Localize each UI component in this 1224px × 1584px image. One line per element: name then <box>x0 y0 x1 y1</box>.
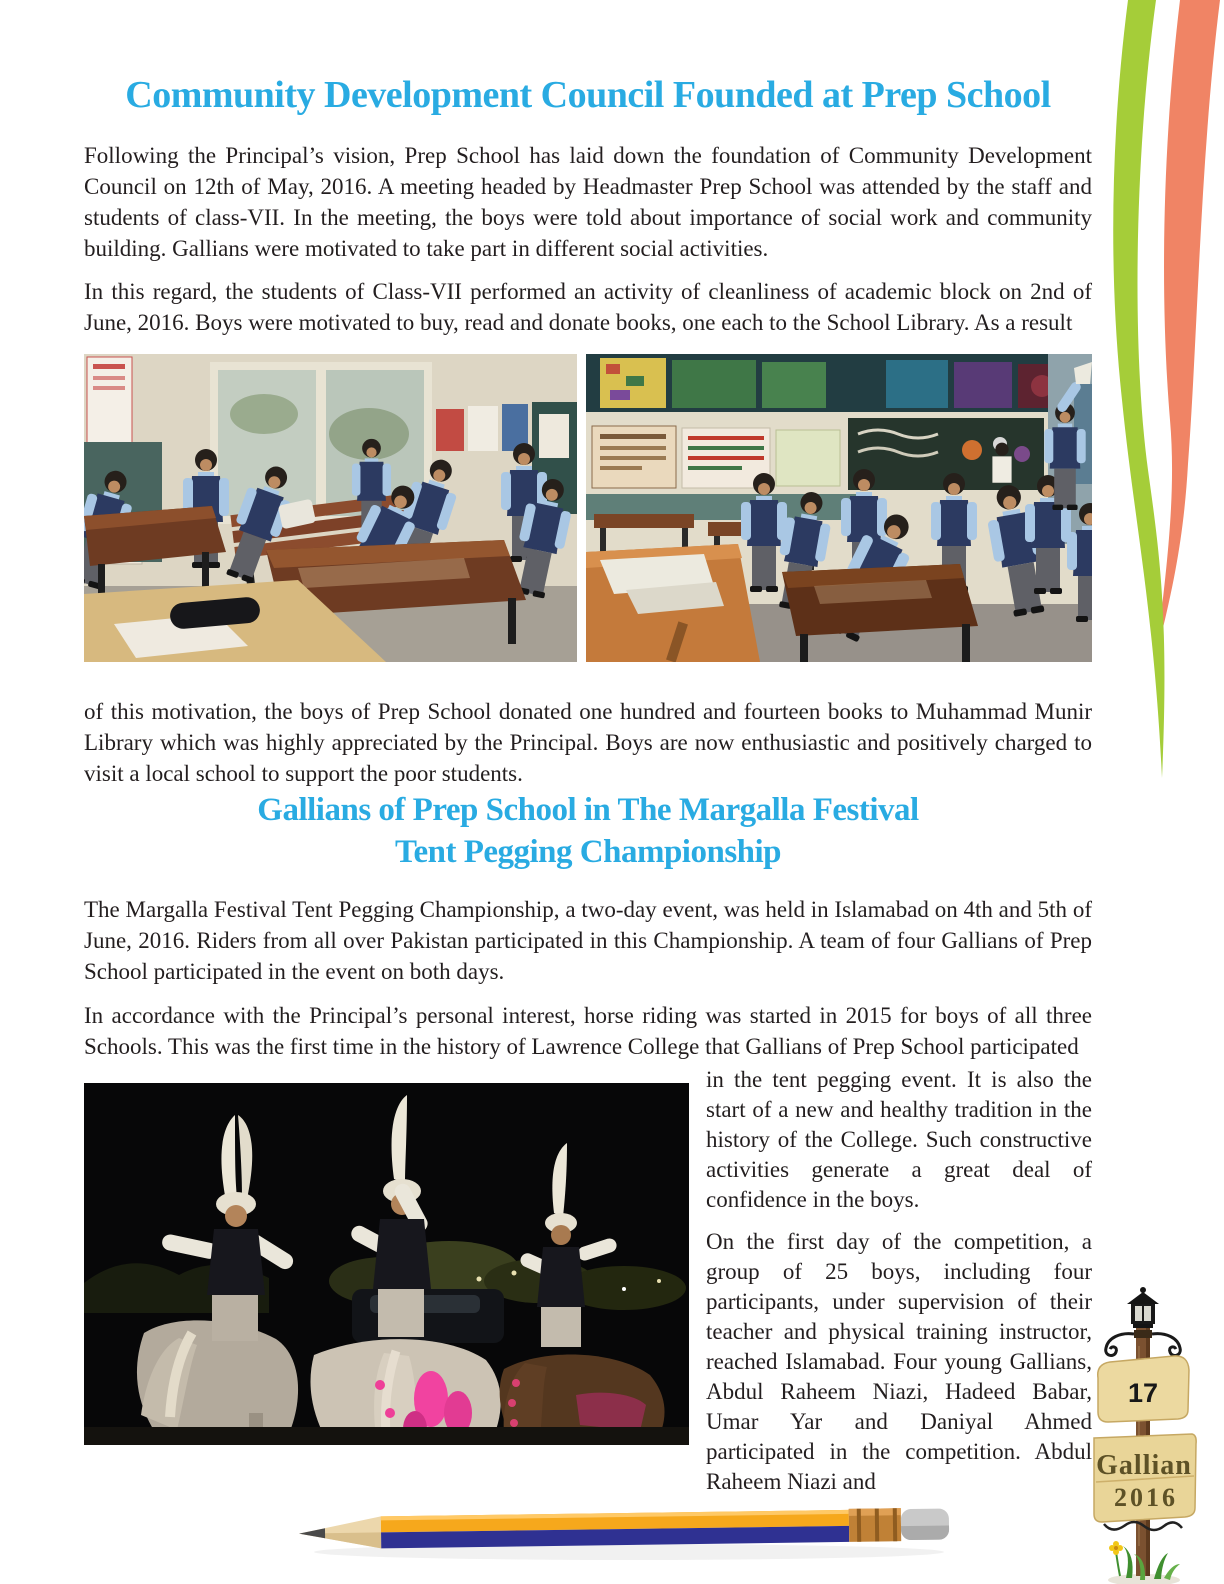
tent-pegging-section <box>84 1065 1092 1497</box>
pencil-graphite <box>299 1528 325 1538</box>
classroom-photo-left <box>84 354 577 662</box>
classroom-photos-row <box>84 354 1092 662</box>
classroom-photo-right <box>586 354 1092 662</box>
parked-car <box>352 1289 504 1343</box>
page-number: 17 <box>1127 1378 1159 1408</box>
page-number-sign <box>1098 1356 1189 1422</box>
article2-title-line2: Tent Pegging Championship <box>394 834 782 870</box>
article2-paragraph-1: The Margalla Festival Tent Pegging Championship, a two-day event, was held in Islamabad on 4th and 5th of June, 2016. Riders from all over Pakistan participated in this Championship. A team of four Gallians of Prep School participated in the event on both days. <box>84 897 1092 984</box>
magazine-sign <box>1094 1434 1196 1530</box>
swoosh-green <box>1113 0 1164 778</box>
ground <box>84 1427 689 1445</box>
article2-paragraph-2-lead: In accordance with the Principal’s personal interest, horse riding was started in 2015 for boys of all three Schools. This was the first time in the history of Lawrence College that Gallians of Prep School participated <box>84 1003 1092 1059</box>
article2-paragraph-2-wrap: in the tent pegging event. It is also the start of a new and healthy tradition in the history of the College. Such constructive activities generate a great deal of confidence in the boys. <box>706 1067 1092 1212</box>
wrapped-text-column <box>706 1065 1092 1497</box>
orange-table <box>586 544 760 662</box>
decorative-swooshes <box>1074 0 1224 790</box>
magazine-year: 2016 <box>1114 1483 1178 1512</box>
pencil-ferrule <box>849 1508 901 1542</box>
article2-title-line1: Gallians of Prep School in The Margalla Festival <box>257 792 919 828</box>
swoosh-orange <box>1156 0 1220 656</box>
article1-paragraph-2: In this regard, the students of Class-VII performed an activity of cleanliness of academic block on 2nd of June, 2016. Boys were motivated to buy, read and donate books, one each to the School Library. As a result <box>84 279 1092 335</box>
tent-pegging-photo <box>84 1083 689 1445</box>
article1-paragraph-3: of this motivation, the boys of Prep School donated one hundred and fourteen books to Muhammad Munir Library which was highly appreciated by the Principal. Boys are now enthusiastic and positively charged to visit a local school to support the poor students. <box>84 699 1092 786</box>
signpost <box>1082 1286 1206 1584</box>
article1-paragraph-1: Following the Principal’s vision, Prep School has laid down the foundation of Community Development Council on 12th of May, 2016. A meeting headed by Headmaster Prep School was attended by the staff and students of class-VII. In the meeting, the boys were told about importance of social work and community building. Gallians were motivated to take part in different social activities. <box>84 143 1092 261</box>
page-content <box>84 0 1092 1497</box>
pencil-illustration <box>289 1500 965 1564</box>
article1-title: Community Development Council Founded at Prep School <box>125 74 1051 116</box>
pencil-eraser <box>901 1509 949 1541</box>
article2-paragraph-3: On the first day of the competition, a group of 25 boys, including four participants, under supervision of their teacher and physical training instructor, reached Islamabad. Four young Gallians, Abdul Raheem Niazi, Hadeed Babar, Umar Yar and Daniyal Ahmed participated in the competition. Abdul Raheem Niazi and <box>706 1229 1092 1494</box>
magazine-title: Gallian <box>1096 1450 1192 1481</box>
